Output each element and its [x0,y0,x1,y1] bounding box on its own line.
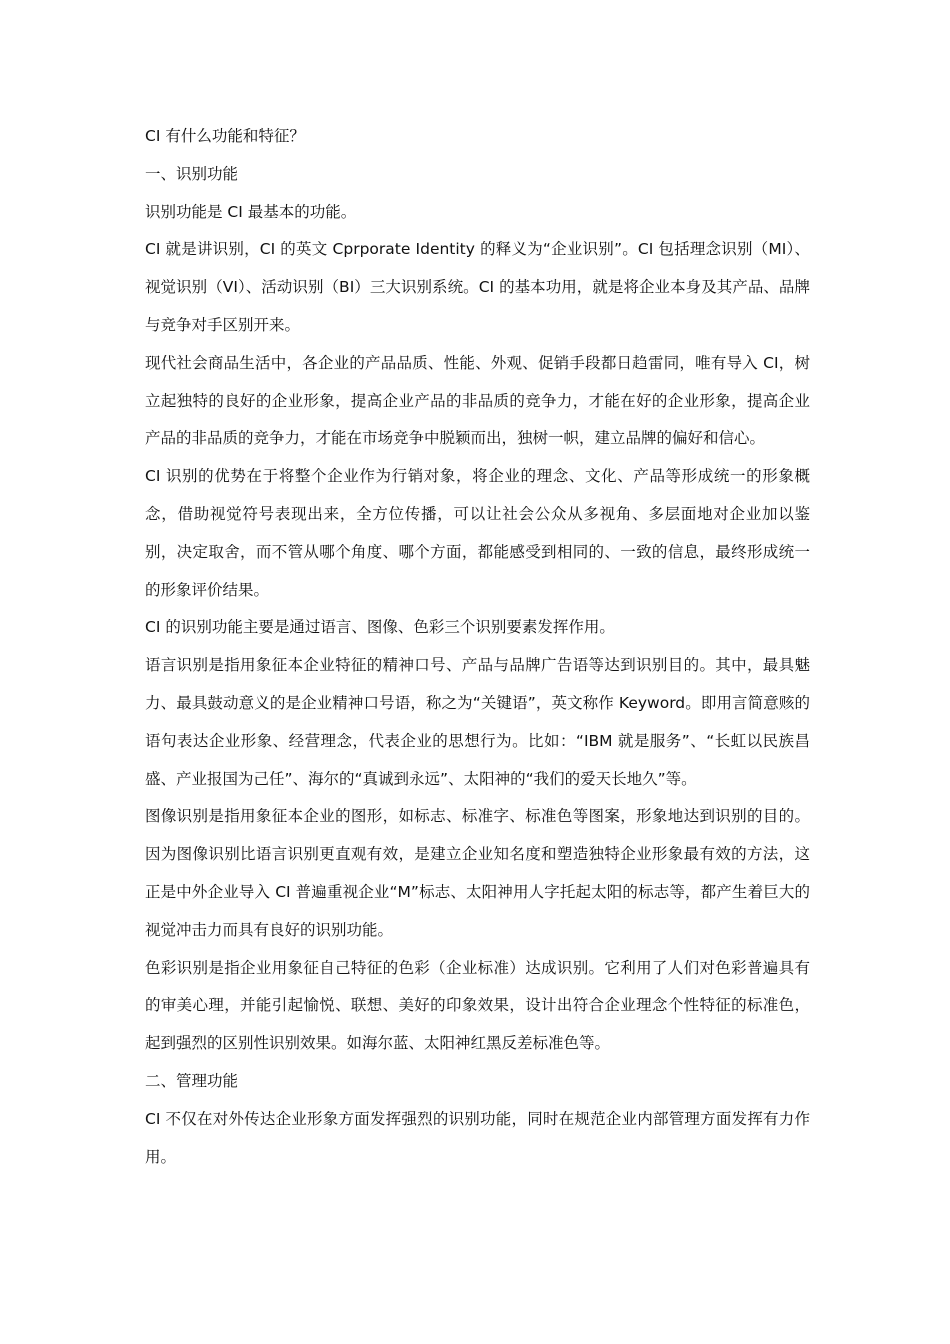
paragraph: 现代社会商品生活中，各企业的产品品质、性能、外观、促销手段都日趋雷同，唯有导入 CI，树立起独特的良好的企业形象，提高企业产品的非品质的竞争力，才能在好的企业形象，提高企业产品的非品质的竞争力，才能在市场竞争中脱颖而出，独树一帜，建立品牌的偏好和信心。 [145,353,810,448]
section-heading-identification: 一、识别功能 [145,164,239,183]
paragraph: CI 不仅在对外传达企业形象方面发挥强烈的识别功能，同时在规范企业内部管理方面发挥有力作用。 [145,1109,810,1166]
paragraph: 语言识别是指用象征本企业特征的精神口号、产品与品牌广告语等达到识别目的。其中，最具魅力、最具鼓动意义的是企业精神口号语，称之为“关键语”，英文称作 Keyword。即用言简意赅的语句表达企业形象、经营理念，代表企业的思想行为。比如：“IBM 就是服务”、“长虹以民族昌盛、产业报国为己任”、海尔的“真诚到永远”、太阳神的“我们的爱天长地久”等。 [145,656,810,788]
paragraph: CI 的识别功能主要是通过语言、图像、色彩三个识别要素发挥作用。 [145,618,615,637]
paragraph: 图像识别是指用象征本企业的图形，如标志、标准字、标准色等图案，形象地达到识别的目的。因为图像识别比语言识别更直观有效，是建立企业知名度和塑造独特企业形象最有效的方法，这正是中外企业导入 CI 普遍重视企业“M”标志、太阳神用人字托起太阳的标志等，都产生着巨大的视觉冲击力而具有良好的识别功能。 [145,807,810,939]
paragraph: 色彩识别是指企业用象征自己特征的色彩（企业标准）达成识别。它利用了人们对色彩普遍具有的审美心理，并能引起愉悦、联想、美好的印象效果，设计出符合企业理念个性特征的标准色，起到强烈的区别性识别效果。如海尔蓝、太阳神红黑反差标准色等。 [145,958,810,1053]
document-body [145,118,810,1176]
section-heading-management: 二、管理功能 [145,1071,239,1090]
paragraph: CI 就是讲识别，CI 的英文 Cprporate Identity 的释义为“企业识别”。CI 包括理念识别（MI）、视觉识别（VI）、活动识别（BI）三大识别系统。CI 的基本功用，就是将企业本身及其产品、品牌与竞争对手区别开来。 [145,240,810,334]
document-title: CI 有什么功能和特征？ [145,127,305,145]
paragraph: CI 识别的优势在于将整个企业作为行销对象，将企业的理念、文化、产品等形成统一的形象概念，借助视觉符号表现出来，全方位传播，可以让社会公众从多视角、多层面地对企业加以鉴别，决定取舍，而不管从哪个角度、哪个方面，都能感受到相同的、一致的信息，最终形成统一的形象评价结果。 [145,467,810,599]
paragraph: 识别功能是 CI 最基本的功能。 [145,202,357,221]
